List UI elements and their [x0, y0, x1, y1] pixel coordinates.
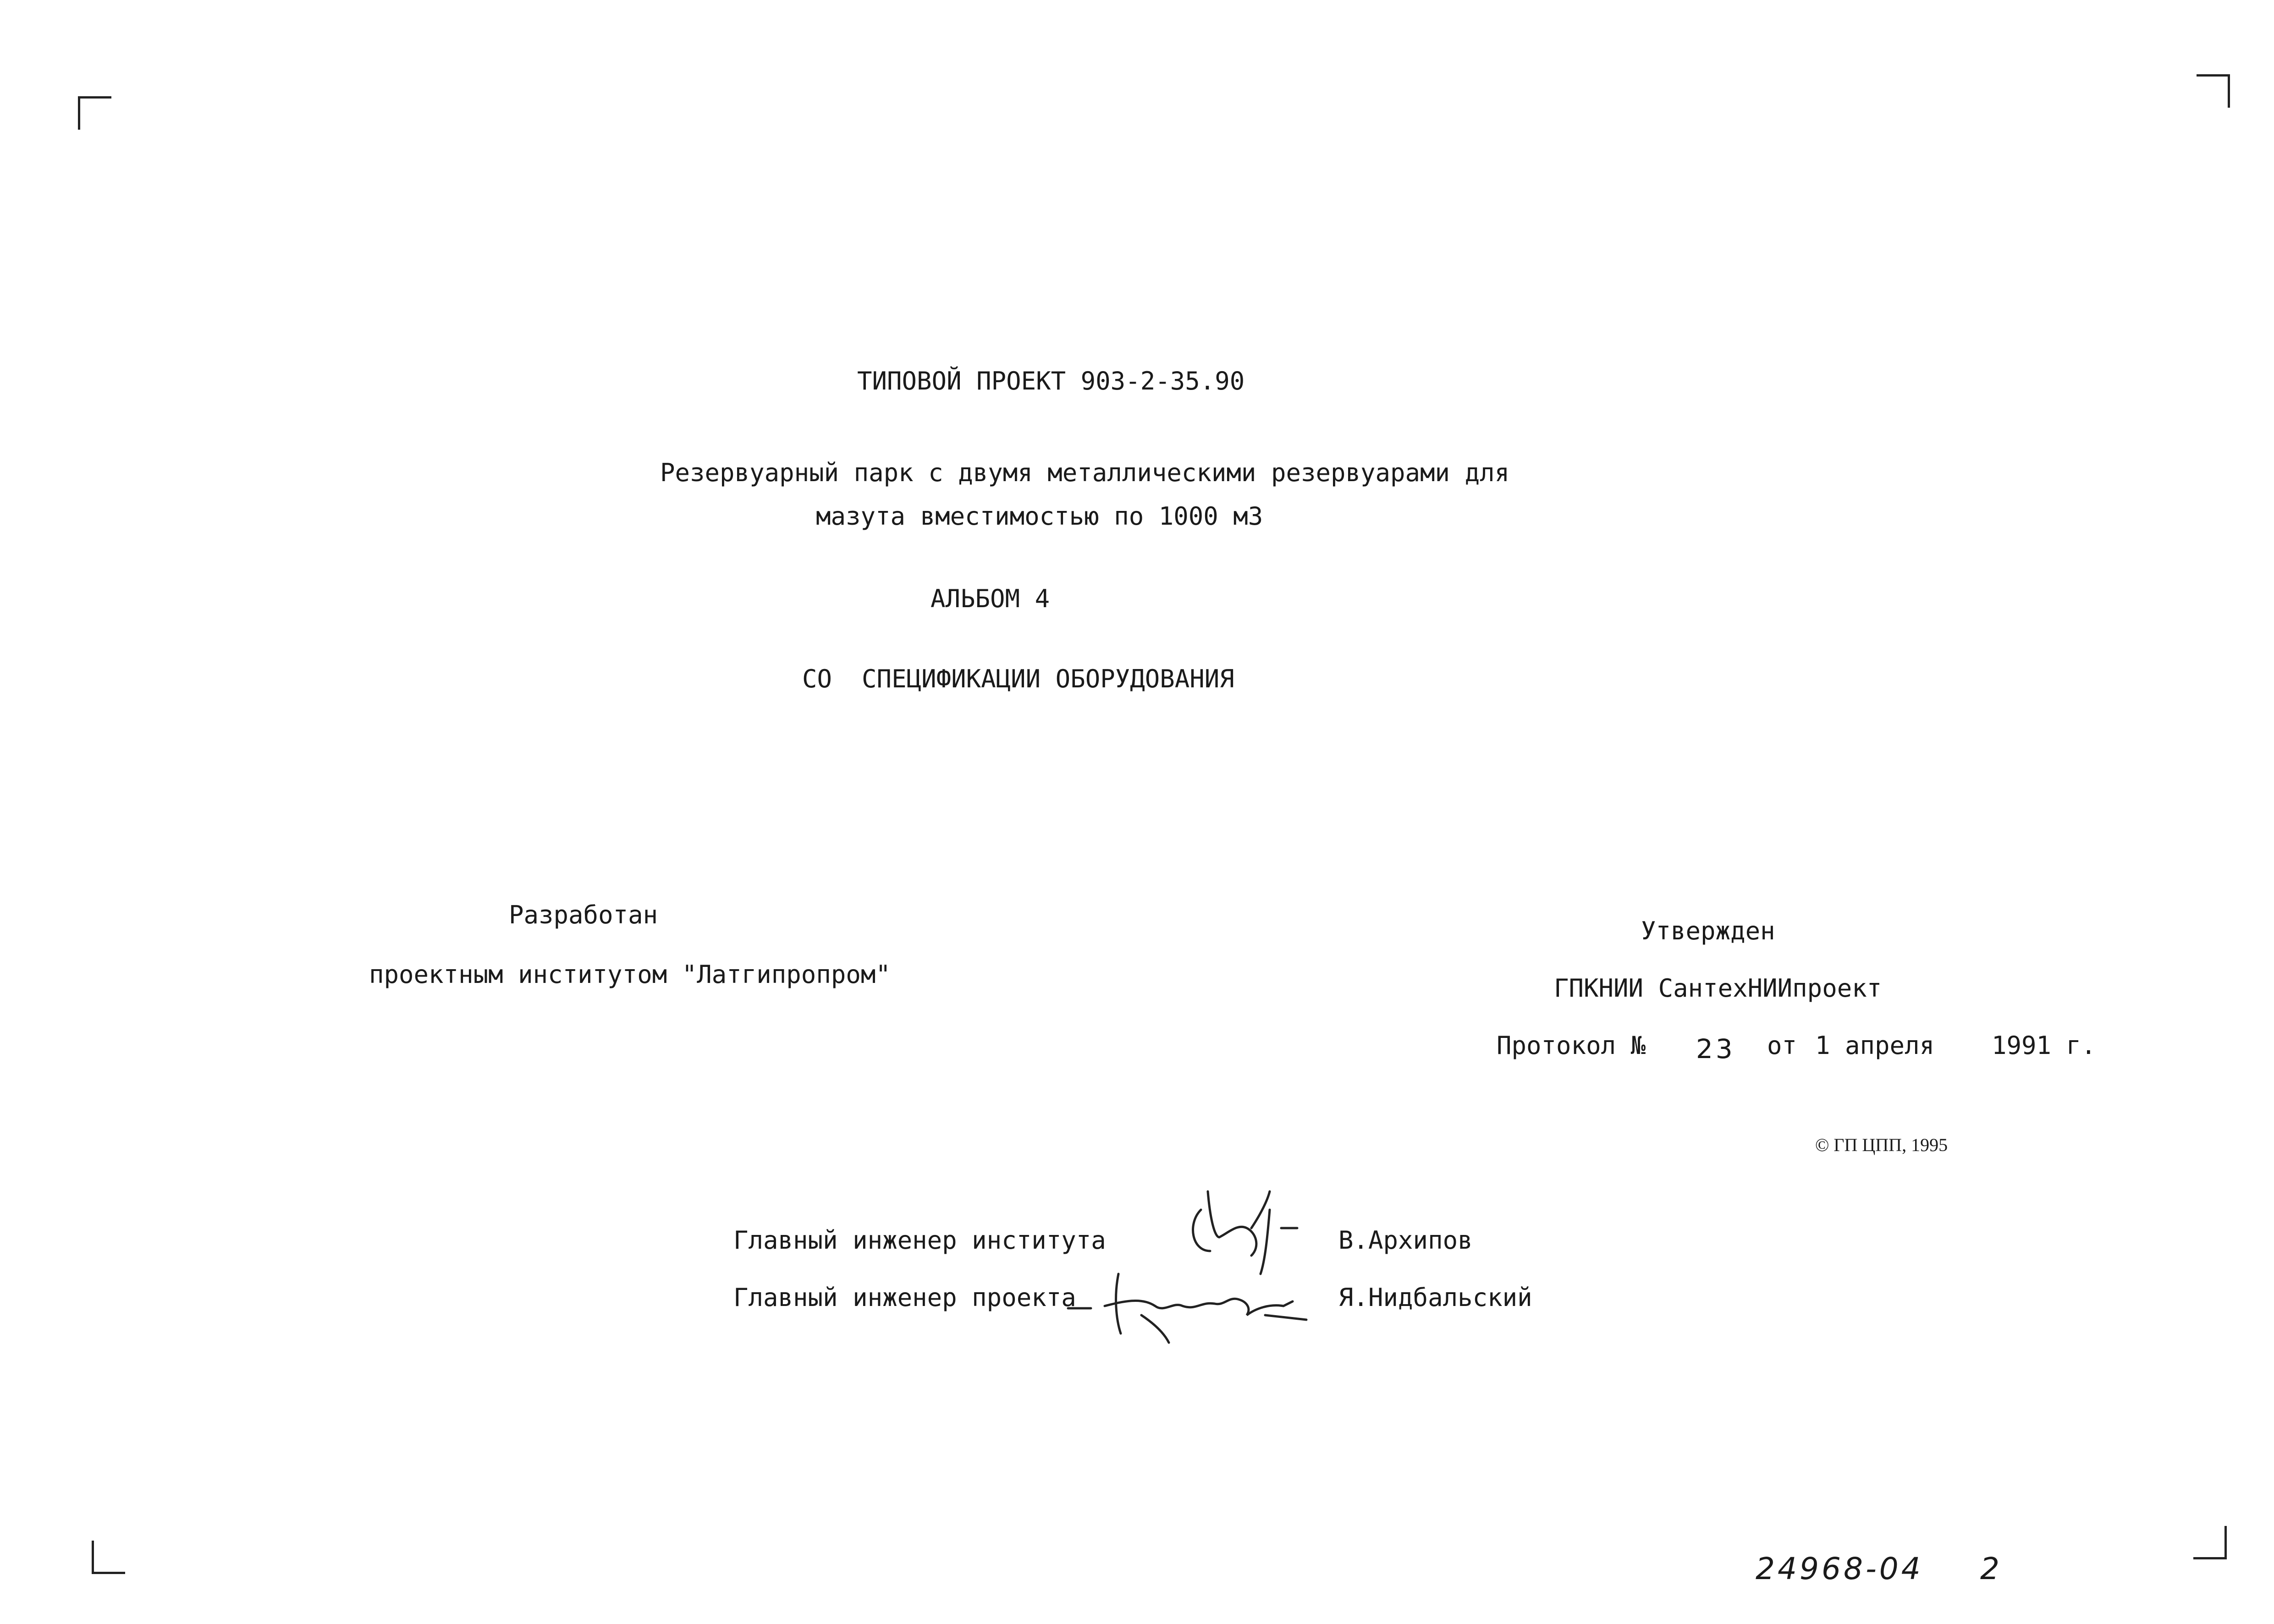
approved-by: ГПКНИИ СантехНИИпроект — [1554, 974, 1882, 1003]
section-title: СО СПЕЦИФИКАЦИИ ОБОРУДОВАНИЯ — [802, 664, 1234, 693]
signature-role-2: Главный инженер проекта — [733, 1283, 1076, 1312]
corner-mark-top-left — [78, 96, 111, 130]
corner-mark-top-right — [2197, 74, 2230, 108]
description-line-2: мазута вместимостью по 1000 м3 — [816, 502, 1263, 531]
corner-mark-bottom-left — [92, 1541, 125, 1574]
approval-date: 1 апреля — [1815, 1031, 1935, 1060]
date-prefix: от — [1767, 1031, 1797, 1060]
approval-year: 1991 г. — [1992, 1031, 2096, 1060]
album-label: АЛЬБОМ 4 — [931, 584, 1050, 613]
approved-label: Утвержден — [1641, 916, 1775, 945]
signature-name-1: В.Архипов — [1338, 1226, 1473, 1255]
signature-role-1: Главный инженер института — [733, 1226, 1106, 1255]
developed-label: Разработан — [509, 900, 658, 929]
description-line-1: Резервуарный парк с двумя металлическими резервуарами для — [660, 458, 1510, 487]
document-code: 24968-04 — [1756, 1551, 1923, 1586]
developed-by: проектным институтом "Латгипропром" — [369, 960, 891, 989]
protocol-label: Протокол № — [1497, 1031, 1646, 1060]
protocol-number: 23 — [1696, 1033, 1735, 1064]
signature-name-2: Я.Нидбальский — [1338, 1283, 1532, 1312]
page-number: 2 — [1980, 1551, 2002, 1586]
project-title: ТИПОВОЙ ПРОЕКТ 903-2-35.90 — [857, 367, 1245, 395]
signature-1-image — [1183, 1182, 1311, 1278]
corner-mark-bottom-right — [2193, 1526, 2227, 1559]
copyright-stamp: © ГП ЦПП, 1995 — [1815, 1135, 1948, 1155]
signature-2-image — [1063, 1265, 1311, 1347]
